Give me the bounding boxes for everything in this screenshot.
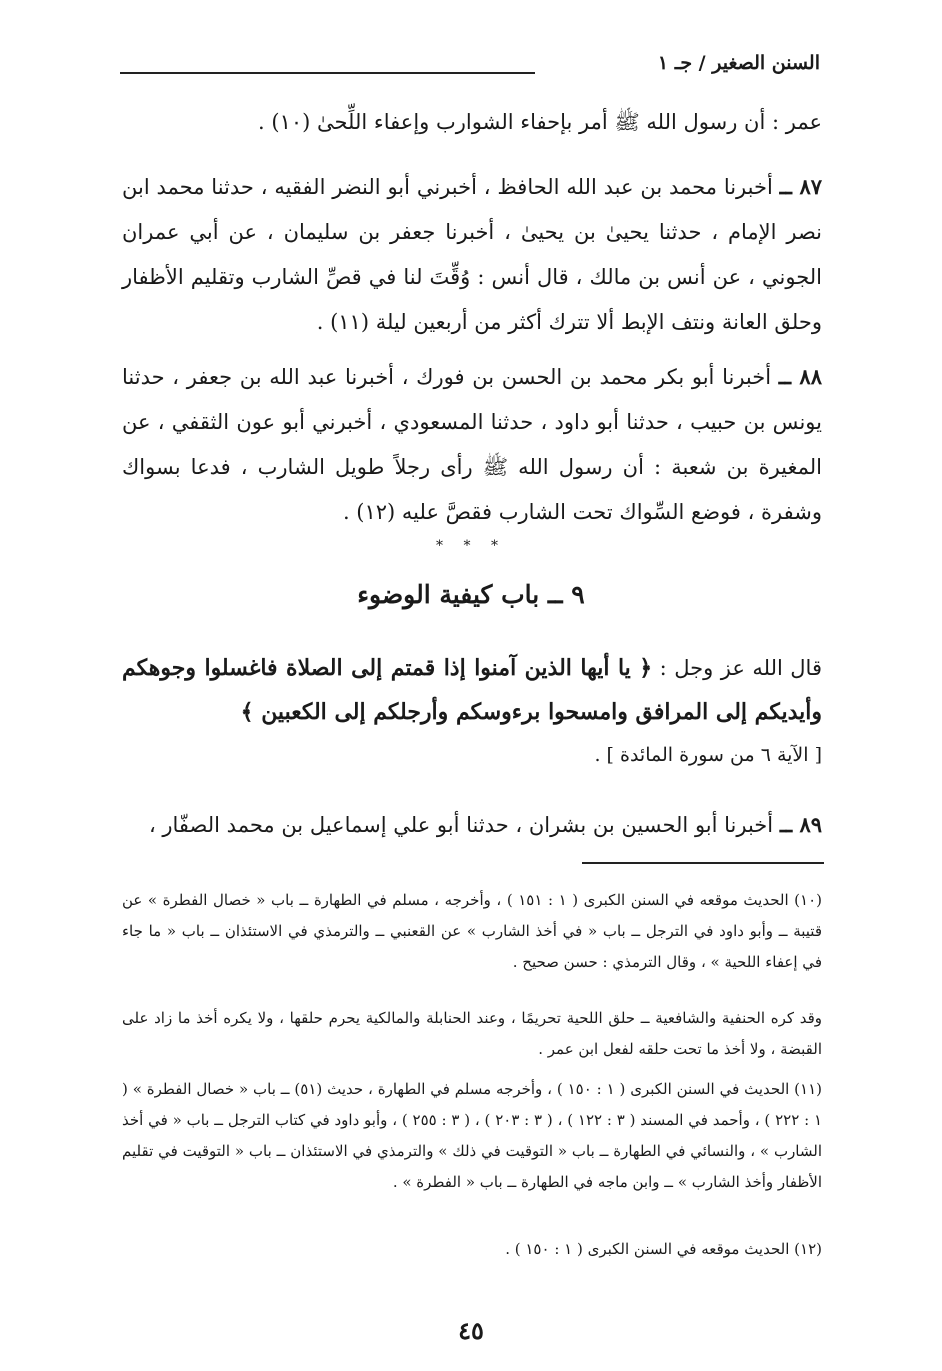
hadith-number: ٨٨ ــ <box>778 364 822 389</box>
footnote-10: (١٠) الحديث موقعه في السنن الكبرى ( ١ : ١٥١ ) ، وأخرجه ، مسلم في الطهارة ــ باب « خصال الفطرة » عن قتيبة ــ وأبو داود في الترجل ــ باب « في أخذ الشارب » عن القعنبي ــ والترمذي في الاستئذان ــ باب « ما جاء في إعفاء اللحية » ، وقال الترمذي : حسن صحيح . <box>122 891 823 971</box>
hadith-89 <box>122 802 822 848</box>
ayah-reference: [ الآية ٦ من سورة المائدة ] . <box>594 744 822 766</box>
hadith-87 <box>122 164 822 345</box>
ornate-bracket-open: ﴿ <box>639 655 653 681</box>
header-title: السنن الصغير / جـ ١ <box>657 52 820 74</box>
hadith-text: أخبرنا أبو بكر محمد بن الحسن بن فورك ، أخبرنا عبد الله بن جعفر ، حدثنا يونس بن حبيب ، حدثنا أبو داود ، حدثنا المسعودي ، أخبرني أبو عون الثقفي ، عن المغيرة بن شعبة : أن رسول الله ﷺ رأى رجلاً طويل الشارب ، فدعا بسواك وشفرة ، فوضع السِّواك تحت الشارب فقصَّ عليه (١٢) . <box>122 365 822 524</box>
footnote-10-continued: وقد كره الحنفية والشافعية ــ حلق اللحية تحريمًا ، وعند الحنابلة والمالكية يحرم حلقها ، ولا يكره أخذ ما زاد على القبضة ، ولا أخذ ما تحت حلقه لفعل ابن عمر . <box>122 1009 822 1058</box>
ornate-bracket-close: ﴾ <box>240 699 254 725</box>
running-header <box>120 48 820 88</box>
hadith-text: أخبرنا أبو الحسين بن بشران ، حدثنا أبو علي إسماعيل بن محمد الصفّار ، <box>148 813 774 837</box>
quran-intro: قال الله عز وجل : <box>659 656 822 680</box>
footnote-11: (١١) الحديث في السنن الكبرى ( ١ : ١٥٠ ) ، وأخرجه مسلم في الطهارة ، حديث (٥١) ــ باب « خصال الفطرة » ( ١ : ٢٢٢ ) ، وأحمد في المسند ( ٣ : ١٢٢ ) ، ( ٣ : ٢٠٣ ) ، ( ٣ : ٢٥٥ ) ، وأبو داود في كتاب الترجل ــ باب « في أخذ الشارب » ، والنسائي في الطهارة ــ باب « التوقيت في ذلك » والترمذي في الاستئذان ــ باب « التوقيت في تقليم الأظفار وأخذ الشارب » ــ وابن ماجه في الطهارة ــ باب « الفطرة » . <box>122 1080 823 1191</box>
header-rule <box>120 72 535 74</box>
page-number: ٤٥ <box>458 1316 484 1345</box>
footnote-rule <box>582 862 824 864</box>
footnote-12: (١٢) الحديث موقعه في السنن الكبرى ( ١ : ١٥٠ ) . <box>505 1240 822 1258</box>
chapter-title: ٩ ــ باب كيفية الوضوء <box>357 580 585 609</box>
quran-quote <box>122 646 822 734</box>
intro-paragraph: عمر : أن رسول الله ﷺ أمر بإحفاء الشوارب وإعفاء اللِّحىٰ (١٠) . <box>258 110 822 134</box>
hadith-number: ٨٩ ــ <box>779 812 822 837</box>
verse-text: يا أيها الذين آمنوا إذا قمتم إلى الصلاة فاغسلوا وجوهكم وأيديكم إلى المرافق وامسحوا برءوسكم وأرجلكم إلى الكعبين <box>122 655 822 725</box>
hadith-88 <box>122 354 822 535</box>
hadith-text: أخبرنا محمد بن عبد الله الحافظ ، أخبرني أبو النضر الفقيه ، حدثنا محمد ابن نصر الإمام ، حدثنا يحيىٰ بن يحيىٰ ، أخبرنا جعفر بن سليمان ، عن أبي عمران الجوني ، عن أنس بن مالك ، قال أنس : وُقِّتَ لنا في قصِّ الشارب وتقليم الأظفار وحلق العانة ونتف الإبط ألا تترك أكثر من أربعين ليلة (١١) . <box>122 175 822 334</box>
hadith-number: ٨٧ ــ <box>779 174 822 199</box>
section-separator: * * * <box>436 538 506 554</box>
